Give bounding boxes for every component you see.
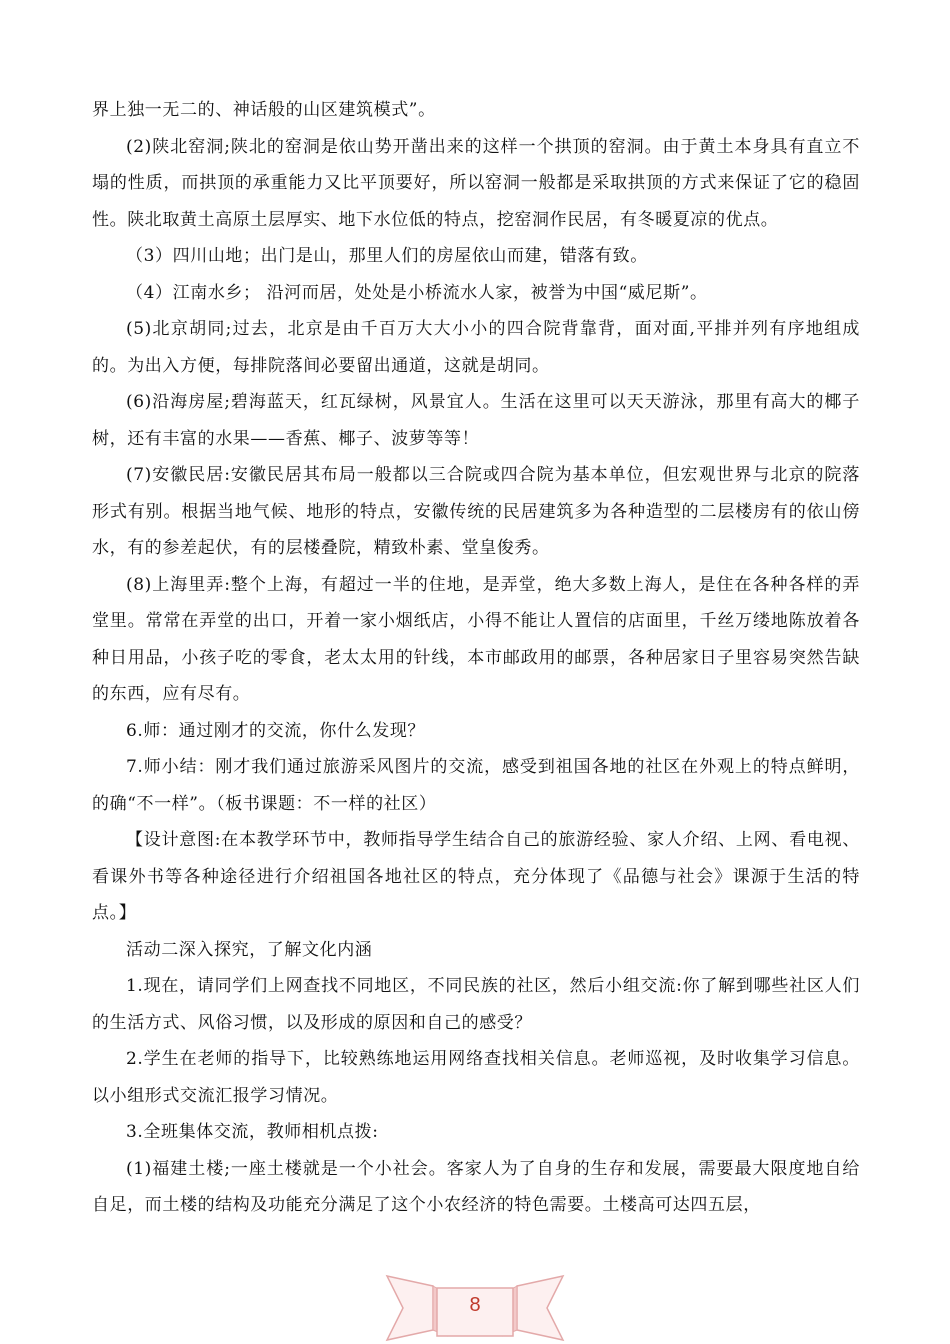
page-number: 8 xyxy=(469,1294,481,1316)
paragraph: （3）四川山地；出门是山，那里人们的房屋依山而建，错落有致。 xyxy=(126,246,648,266)
paragraph: (2)陕北窑洞;陕北的窑洞是依山势开凿出来的这样一个拱顶的窑洞。由于黄土本身具有直立不塌的性质，而拱顶的承重能力又比平顶要好，所以窑洞一般都是采取拱顶的方式来保证了它的稳固性。陕北取黄土高原土层厚实、地下水位低的特点，挖窑洞作民居，有冬暖夏凉的优点。 xyxy=(92,136,860,230)
paragraph: (5)北京胡同;过去，北京是由千百万大大小小的四合院背靠背，面对面,平排并列有序地组成的。为出入方便，每排院落间必要留出通道，这就是胡同。 xyxy=(92,319,860,376)
paragraph: 3.全班集体交流，教师相机点拨: xyxy=(126,1122,379,1142)
paragraph: 6.师：通过刚才的交流，你什么发现？ xyxy=(126,720,426,741)
paragraph: (1)福建土楼;一座土楼就是一个小社会。客家人为了自身的生存和发展，需要最大限度地自给自足，而土楼的结构及功能充分满足了这个小农经济的特色需要。土楼高可达四五层， xyxy=(92,1158,860,1215)
paragraph: 7.师小结：刚才我们通过旅游采风图片的交流，感受到祖国各地的社区在外观上的特点鲜明，的确“不一样”。（板书课题：不一样的社区） xyxy=(92,757,860,814)
paragraph: (8)上海里弄:整个上海，有超过一半的住地，是弄堂，绝大多数上海人，是住在各种各样的弄堂里。常常在弄堂的出口，开着一家小烟纸店，小得不能让人置信的店面里，千丝万缕地陈放着各种日用品，小孩子吃的零食，老太太用的针线，本市邮政用的邮票，各种居家日子里容易突然告缺的东西，应有尽有。 xyxy=(92,574,860,704)
paragraph: 界上独一无二的、神话般的山区建筑模式”。 xyxy=(92,100,436,120)
paragraph: 【设计意图:在本教学环节中，教师指导学生结合自己的旅游经验、家人介绍、上网、看电视、看课外书等各种途径进行介绍祖国各地社区的特点，充分体现了《品德与社会》课源于生活的特点。】 xyxy=(92,830,860,923)
document-body xyxy=(92,92,860,1224)
paragraph: 2.学生在老师的指导下，比较熟练地运用网络查找相关信息。老师巡视，及时收集学习信息。以小组形式交流汇报学习情况。 xyxy=(92,1049,860,1106)
paragraph: （4）江南水乡； 沿河而居，处处是小桥流水人家，被誉为中国“威尼斯”。 xyxy=(126,282,708,303)
paragraph: (6)沿海房屋;碧海蓝天，红瓦绿树，风景宜人。生活在这里可以天天游泳，那里有高大的椰子树，还有丰富的水果——香蕉、椰子、波萝等等！ xyxy=(92,392,860,449)
paragraph: 1.现在，请同学们上网查找不同地区，不同民族的社区，然后小组交流:你了解到哪些社区人们的生活方式、风俗习惯，以及形成的原因和自己的感受？ xyxy=(92,976,860,1033)
paragraph: (7)安徽民居:安徽民居其布局一般都以三合院或四合院为基本单位，但宏观世界与北京的院落形式有别。根据当地气候、地形的特点，安徽传统的民居建筑多为各种造型的二层楼房有的依山傍水，有的参差起伏，有的层楼叠院，精致朴素、堂皇俊秀。 xyxy=(92,465,860,558)
paragraph: 活动二深入探究，了解文化内涵 xyxy=(126,939,373,960)
